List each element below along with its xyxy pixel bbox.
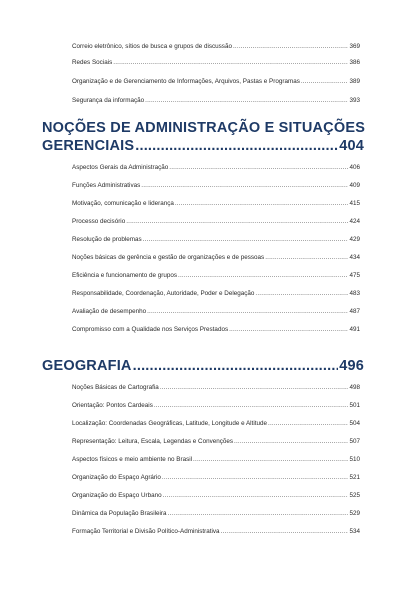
toc-entry[interactable] xyxy=(72,418,360,430)
toc-entry[interactable] xyxy=(72,490,360,502)
toc-entry-page: 409 xyxy=(349,182,360,189)
toc-entry-page: 498 xyxy=(349,384,360,391)
leader-dots xyxy=(143,234,349,246)
toc-entry-title: Organização do Espaço Urbano xyxy=(72,492,162,499)
toc-entry-page: 483 xyxy=(349,290,360,297)
toc-entry-title: Avaliação de desempenho xyxy=(72,308,147,315)
toc-entry-page: 507 xyxy=(349,438,360,445)
toc-entry[interactable] xyxy=(72,306,360,318)
toc-entry[interactable] xyxy=(72,216,360,228)
toc-entry[interactable] xyxy=(72,288,360,300)
leader-dots xyxy=(160,382,349,394)
leader-dots xyxy=(221,526,349,538)
toc-entry-title: Responsabilidade, Coordenação, Autoridade, Poder e Delegação xyxy=(72,290,255,297)
leader-dots xyxy=(154,400,349,412)
toc-entry-page: 429 xyxy=(349,236,360,243)
section-page: 404 xyxy=(339,138,364,154)
toc-entry-title: Segurança da informação xyxy=(72,97,145,104)
leader-dots xyxy=(268,418,348,430)
leader-dots xyxy=(175,198,349,210)
section-title-row xyxy=(42,137,364,155)
toc-entry-title: Aspectos físicos e meio ambiente no Brasil xyxy=(72,456,193,463)
toc-entry-page: 424 xyxy=(349,218,360,225)
toc-entry-title: Localização: Coordenadas Geográficas, Latitude, Longitude e Altitude xyxy=(72,420,267,427)
toc-entry-title: Correio eletrônico, sítios de busca e grupos de discussão xyxy=(72,43,232,50)
leader-dots xyxy=(135,137,338,155)
toc-entry[interactable] xyxy=(72,95,360,107)
toc-entry[interactable] xyxy=(72,382,360,394)
toc-entry-title: Compromisso com a Qualidade nos Serviços Prestados xyxy=(72,326,229,333)
toc-entry[interactable] xyxy=(72,454,360,466)
section-heading[interactable] xyxy=(42,357,364,375)
section-title-row xyxy=(42,357,364,375)
toc-entry[interactable] xyxy=(72,41,360,53)
section-title-line1: NOÇÕES DE ADMINISTRAÇÃO E SITUAÇÕES xyxy=(42,120,366,136)
toc-entry-page: 389 xyxy=(349,78,360,85)
toc-entry[interactable] xyxy=(72,436,360,448)
leader-dots xyxy=(141,180,348,192)
toc-entry-title: Representação: Leitura, Escala, Legendas e Convenções xyxy=(72,438,234,445)
toc-entry-page: 525 xyxy=(349,492,360,499)
leader-dots xyxy=(162,472,349,484)
leader-dots xyxy=(147,306,348,318)
toc-entry-title: Formação Territorial e Divisão Político-Administrativa xyxy=(72,528,220,535)
leader-dots xyxy=(163,490,349,502)
toc-entry[interactable] xyxy=(72,400,360,412)
toc-entry-page: 504 xyxy=(349,420,360,427)
toc-entry[interactable] xyxy=(72,162,360,174)
toc-entry[interactable] xyxy=(72,324,360,336)
toc-entry-page: 529 xyxy=(349,510,360,517)
toc-entry-page: 434 xyxy=(349,254,360,261)
toc-entry-page: 510 xyxy=(349,456,360,463)
toc-entry-title: Noções Básicas de Cartografia xyxy=(72,384,159,391)
toc-entry-page: 406 xyxy=(349,164,360,171)
leader-dots xyxy=(265,252,348,264)
toc-entry-title: Processo decisório xyxy=(72,218,126,225)
toc-entry-title: Orientação: Pontos Cardeais xyxy=(72,402,153,409)
toc-entry-page: 501 xyxy=(349,402,360,409)
toc-entry-page: 534 xyxy=(349,528,360,535)
toc-entry[interactable] xyxy=(72,252,360,264)
toc-entry-title: Noções básicas de gerência e gestão de organizações e de pessoas xyxy=(72,254,265,261)
section-title-line2: GERENCIAIS xyxy=(42,138,135,154)
leader-dots xyxy=(113,57,348,69)
toc-entry-title: Aspectos Gerais da Administração xyxy=(72,164,169,171)
leader-dots xyxy=(255,288,348,300)
toc-entry[interactable] xyxy=(72,198,360,210)
toc-entry-page: 386 xyxy=(349,59,360,66)
leader-dots xyxy=(145,95,348,107)
toc-entry[interactable] xyxy=(72,270,360,282)
toc-entry-page: 415 xyxy=(349,200,360,207)
toc-entry-page: 491 xyxy=(349,326,360,333)
leader-dots xyxy=(133,357,339,375)
toc-entry[interactable] xyxy=(72,76,360,88)
toc-entry[interactable] xyxy=(72,57,360,69)
toc-entry-title: Dinâmica da População Brasileira xyxy=(72,510,167,517)
toc-entry[interactable] xyxy=(72,234,360,246)
toc-entry-page: 475 xyxy=(349,272,360,279)
leader-dots xyxy=(178,270,348,282)
toc-entry-title: Organização do Espaço Agrário xyxy=(72,474,161,481)
leader-dots xyxy=(168,508,349,520)
leader-dots xyxy=(169,162,348,174)
toc-entry-page: 487 xyxy=(349,308,360,315)
leader-dots xyxy=(301,76,349,88)
section-page: 496 xyxy=(339,358,364,374)
toc-entry-title: Resolução de problemas xyxy=(72,236,142,243)
toc-entry[interactable] xyxy=(72,472,360,484)
toc-entry-page: 521 xyxy=(349,474,360,481)
toc-entry-title: Motivação, comunicação e liderança xyxy=(72,200,174,207)
toc-entry-title: Organização e de Gerenciamento de Informações, Arquivos, Pastas e Programas xyxy=(72,78,300,85)
leader-dots xyxy=(234,436,348,448)
toc-entry[interactable] xyxy=(72,508,360,520)
toc-entry-page: 393 xyxy=(349,97,360,104)
toc-entry-title: Eficiência e funcionamento de grupos xyxy=(72,272,178,279)
leader-dots xyxy=(193,454,348,466)
toc-entry[interactable] xyxy=(72,526,360,538)
section-heading[interactable] xyxy=(42,119,364,155)
toc-entry-title: Redes Sociais xyxy=(72,59,113,66)
leader-dots xyxy=(229,324,348,336)
toc-entry[interactable] xyxy=(72,180,360,192)
toc-entry-page: 369 xyxy=(349,43,360,50)
leader-dots xyxy=(126,216,348,228)
section-title-line2: GEOGRAFIA xyxy=(42,358,132,374)
toc-entry-title: Funções Administrativas xyxy=(72,182,141,189)
leader-dots xyxy=(233,41,349,53)
